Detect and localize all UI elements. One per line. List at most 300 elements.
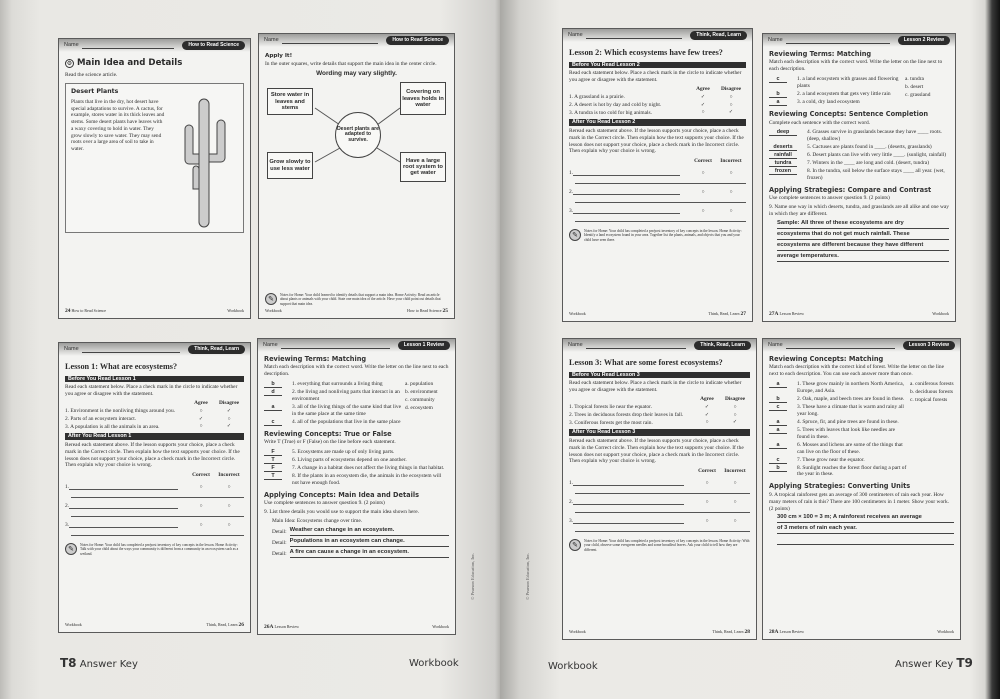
detail-answer: Populations in an ecosystem can change. xyxy=(290,538,449,547)
detail-label: Detail: xyxy=(272,551,287,558)
spacer xyxy=(789,91,797,98)
page-number: 28 xyxy=(744,628,750,635)
question-text: 4. all of the populations that live in the same place xyxy=(292,418,401,425)
correct-label: Correct xyxy=(694,158,712,165)
empty-circle-icon: ○ xyxy=(199,484,203,490)
section-heading: Applying Strategies: Compare and Contrast xyxy=(769,186,932,195)
main-idea-circle: Desert plants are adapted to survive. xyxy=(335,112,381,158)
question-item xyxy=(769,419,908,426)
empty-circle-icon: ○ xyxy=(701,110,705,116)
name-line xyxy=(786,43,890,44)
answer-blank: c xyxy=(769,457,787,464)
question-item xyxy=(769,129,949,143)
question-item xyxy=(264,457,449,464)
page-number: 28A xyxy=(769,628,779,635)
page-label-t8: T8 xyxy=(60,656,77,670)
answer-line xyxy=(569,480,694,487)
detail-box-2: Covering on leaves holds in water xyxy=(400,82,446,115)
name-line xyxy=(586,348,687,349)
question-item xyxy=(264,419,403,426)
footer-workbook: Workbook xyxy=(265,307,282,313)
incorrect-label: Incorrect xyxy=(724,468,746,475)
instruction: Read the science article. xyxy=(65,72,118,78)
question-item xyxy=(264,473,449,487)
page-number: 27 xyxy=(740,310,746,317)
lesson-title: Lesson 2: Which ecosystems have few trees? xyxy=(569,48,723,57)
detail-box-3: Grow slowly to use less water xyxy=(267,152,313,179)
page-title-text: Main Idea and Details xyxy=(77,58,183,68)
page-header xyxy=(59,39,250,52)
statement-text: 1. A grassland is a prairie. xyxy=(569,94,625,101)
blank-line xyxy=(573,518,684,524)
blank-line xyxy=(71,529,244,536)
question-item xyxy=(769,396,908,403)
answer-blank: F xyxy=(264,465,282,472)
answer-line xyxy=(65,503,188,510)
empty-circle-icon: ○ xyxy=(199,522,203,528)
answer-row xyxy=(569,518,750,525)
check-mark-icon: ✓ xyxy=(728,110,734,116)
footer-text: How to Read Science xyxy=(71,307,107,313)
name-label: Name xyxy=(64,41,79,48)
question-item xyxy=(264,449,449,456)
worksheet-page-27a xyxy=(762,33,956,322)
before-reading-bar: Before You Read Lesson 2 xyxy=(569,62,746,69)
section-instructions: Match each description with the correct kind of forest. Write the letter on the line next to each description. You can use each answer more than once. xyxy=(769,364,944,378)
question-text: 1. a land ecosystem with grasses and flowering plants xyxy=(797,76,899,90)
detail-row xyxy=(272,527,449,536)
wording-note: Wording may vary slightly. xyxy=(316,70,397,78)
footer-workbook: Workbook xyxy=(932,310,949,316)
answer-option: a. tundra xyxy=(905,76,924,83)
statement-row xyxy=(569,94,746,101)
section-badge: Lesson 3 Review xyxy=(903,341,955,349)
skill-icon: ⚙ xyxy=(66,60,73,67)
answer-blank: rainfall xyxy=(769,152,797,159)
after-reading-bar: After You Read Lesson 3 xyxy=(569,429,750,436)
article-title: Desert Plants xyxy=(71,87,119,95)
blank-line xyxy=(573,499,684,505)
disagree-label: Disagree xyxy=(721,86,741,93)
notes-icon: ✎ xyxy=(569,539,581,551)
answer-blank: frozen xyxy=(769,168,797,175)
agree-label: Agree xyxy=(194,400,208,407)
name-line xyxy=(786,348,895,349)
page-header xyxy=(563,339,756,352)
blank-line xyxy=(71,491,244,498)
notes-text: Notes for Home: Your child has completed a pre/post inventory of key concepts in the lesson. Home Activity: Talk with your child about the ways your community is different from a community in an ecosystem such as a wetland. xyxy=(80,543,239,556)
answer-option: c. community xyxy=(405,397,435,404)
statement-row xyxy=(569,110,746,117)
written-answer-line xyxy=(777,536,954,545)
question-item xyxy=(769,168,949,182)
items-column xyxy=(264,448,449,488)
copyright-right: © Pearson Education, Inc. xyxy=(525,552,530,600)
page-header xyxy=(563,29,752,42)
written-answer-line: 300 cm × 100 = 3 m; A rainforest receives an average xyxy=(777,514,954,523)
answer-key-label: Answer Key xyxy=(895,659,954,670)
page-header xyxy=(59,343,250,356)
spacer xyxy=(789,381,797,395)
before-reading-bar: Before You Read Lesson 3 xyxy=(569,372,750,379)
footer-text: Think, Read, Learn xyxy=(708,310,740,316)
agree-disagree-header xyxy=(65,400,244,407)
section-badge: Think, Read, Learn xyxy=(690,31,747,39)
blank-line xyxy=(573,189,680,195)
question-text: 3. a cold, dry land ecosystem xyxy=(797,99,860,106)
notes-for-home xyxy=(569,539,750,552)
name-line xyxy=(82,48,175,49)
worksheet-page-26a xyxy=(257,338,456,635)
empty-circle-icon: ○ xyxy=(227,503,231,509)
page-footer xyxy=(264,624,449,631)
question-text: 2. the living and nonliving parts that interact in an environment xyxy=(292,389,400,403)
empty-circle-icon: ○ xyxy=(729,170,733,176)
correct-incorrect-header xyxy=(569,158,746,165)
correct-incorrect-header xyxy=(65,472,244,479)
lesson-title: Lesson 1: What are ecosystems? xyxy=(65,362,178,371)
answer-number: 3. xyxy=(569,518,574,525)
name-line xyxy=(82,352,181,353)
check-mark-icon: ✓ xyxy=(226,408,232,414)
options-column xyxy=(910,380,954,479)
answer-line xyxy=(569,499,694,506)
spacer xyxy=(284,449,292,456)
answer-row xyxy=(569,480,750,487)
statement-text: 1. Environment is the nonliving things around you. xyxy=(65,408,176,415)
instructions: Read each statement below. Place a check mark in the circle to indicate whether you agree or disagree with the statement. xyxy=(569,70,742,84)
main-idea: Main Idea: Ecosystems change over time. xyxy=(272,518,363,525)
answer-row xyxy=(65,522,244,529)
apply-heading: Apply It! xyxy=(265,53,293,59)
question-text: 1. These grow mainly in northern North America, Europe, and Asia. xyxy=(797,381,904,395)
section-heading: Reviewing Concepts: True or False xyxy=(264,429,392,438)
question-item xyxy=(769,442,908,456)
correct-label: Correct xyxy=(192,472,210,479)
question-text: 6. Desert plants can live with very little ____. (sunlight, rainfall) xyxy=(807,152,947,159)
footer-text: Think, Read, Learn xyxy=(206,621,238,627)
answer-blank: a xyxy=(264,404,282,411)
spacer xyxy=(284,389,292,403)
before-reading-bar: Before You Read Lesson 1 xyxy=(65,376,244,383)
question-text: 9. List three details you would use to support the main idea shown here. xyxy=(264,509,419,516)
footer-workbook: Workbook xyxy=(569,628,586,634)
answer-line xyxy=(569,189,690,196)
spacer xyxy=(789,442,797,456)
spacer xyxy=(789,99,797,106)
main-idea-web xyxy=(265,80,448,200)
disagree-label: Disagree xyxy=(219,400,239,407)
incorrect-label: Incorrect xyxy=(720,158,742,165)
answer-blank: a xyxy=(769,99,787,106)
spacer xyxy=(789,457,797,464)
blank-line xyxy=(573,208,680,214)
answer-number: 3. xyxy=(65,522,70,529)
page-footer xyxy=(769,311,949,318)
empty-circle-icon: ○ xyxy=(227,522,231,528)
section-badge: Lesson 1 Review xyxy=(398,341,450,349)
question-text: 8. Sunlight reaches the forest floor during a part of the year in these. xyxy=(797,464,907,478)
agree-label: Agree xyxy=(696,86,710,93)
worksheet-page-27 xyxy=(562,28,753,322)
lesson-title: Lesson 3: What are some forest ecosystems? xyxy=(569,358,723,367)
question-text: 2. Oak, maple, and beech trees are found in these. xyxy=(797,396,905,403)
blank-line xyxy=(69,522,178,528)
empty-circle-icon: ○ xyxy=(733,404,737,410)
worksheet-page-28 xyxy=(562,338,757,640)
page-title xyxy=(65,58,244,69)
footer-right xyxy=(708,311,746,318)
notes-for-home xyxy=(65,543,244,556)
footer-text: Think, Read, Learn xyxy=(712,628,744,634)
empty-circle-icon: ○ xyxy=(733,499,737,505)
check-mark-icon: ✓ xyxy=(704,412,710,418)
name-label: Name xyxy=(568,31,583,38)
question-item xyxy=(769,404,908,418)
footer-text: Lesson Review xyxy=(779,628,805,634)
footer-workbook: Workbook xyxy=(432,623,449,629)
statement-row xyxy=(65,408,244,415)
check-mark-icon: ✓ xyxy=(700,94,706,100)
answer-blank: c xyxy=(264,419,282,426)
answer-number: 2. xyxy=(569,189,574,196)
agree-disagree-header xyxy=(569,86,746,93)
question-text: 5. Ecosystems are made up of only living parts. xyxy=(292,449,395,456)
question-text: 6. Living parts of ecosystems depend on one another. xyxy=(292,457,407,464)
section-instructions: Complete each sentence with the correct word. xyxy=(769,119,871,126)
empty-circle-icon: ○ xyxy=(701,170,705,176)
answer-blank: deep xyxy=(769,129,797,136)
detail-row xyxy=(272,549,449,558)
section-badge: How to Read Science xyxy=(386,36,449,44)
detail-answer: A fire can cause a change in an ecosystem. xyxy=(290,549,449,558)
matching-block xyxy=(264,448,449,488)
answer-blank: a xyxy=(769,381,787,388)
question-text: 5. Trees with leaves that look like needles are found in these. xyxy=(797,426,896,440)
section-badge: Lesson 2 Review xyxy=(898,36,950,44)
question-text: 6. Mosses and lichens are some of the things that can live on the floor of these. xyxy=(797,441,903,455)
blank-line xyxy=(575,506,750,513)
answer-line xyxy=(569,518,694,525)
answer-blank: F xyxy=(264,449,282,456)
answer-line xyxy=(65,522,188,529)
empty-circle-icon: ○ xyxy=(729,94,733,100)
name-line xyxy=(586,38,683,39)
empty-circle-icon: ○ xyxy=(199,503,203,509)
statement-text: 1. Tropical forests lie near the equator. xyxy=(569,404,652,411)
written-answer-line: ecosystems that do not get much rainfall. These xyxy=(777,231,949,240)
footer-right xyxy=(712,629,750,636)
items-column xyxy=(769,128,949,183)
question-text: 1. everything that surrounds a living thing xyxy=(292,381,383,388)
instructions: Reread each statement above. If the lesson supports your choice, place a check mark in the Correct circle. Then explain how the text supports your choice. If the lesson does not support your choice, place a check mark in the Incorrect circle. Then explain why your choice is wrong. xyxy=(65,441,240,469)
name-line xyxy=(281,348,390,349)
answer-blank: deserts xyxy=(769,144,797,151)
page-footer xyxy=(569,629,750,636)
footer-workbook: Workbook xyxy=(65,621,82,627)
after-reading-bar: After You Read Lesson 2 xyxy=(569,119,746,126)
page-number: 25 xyxy=(442,307,448,314)
question-text: 8. In the tundra, soil below the surface stays ____ all year. (wet, frozen) xyxy=(807,168,945,182)
statement-text: 3. A population is all the animals in an area. xyxy=(65,423,160,430)
instruction: In the outer squares, write details that support the main idea in the center circle. xyxy=(265,61,437,68)
answer-blank: a xyxy=(769,419,787,426)
page-footer xyxy=(65,622,244,629)
empty-circle-icon: ○ xyxy=(701,189,705,195)
question-item xyxy=(769,465,908,479)
section-badge: How to Read Science xyxy=(182,41,245,49)
spacer xyxy=(799,144,807,151)
question-text: 3. all of the living things of the same kind that live in the same place at the same time xyxy=(292,404,401,417)
section-badge: Think, Read, Learn xyxy=(694,341,751,349)
spacer xyxy=(789,76,797,90)
check-mark-icon: ✓ xyxy=(704,404,710,410)
page-header xyxy=(259,34,454,47)
worksheet-page-24 xyxy=(58,38,251,319)
name-label: Name xyxy=(768,36,783,43)
correct-label: Correct xyxy=(698,468,716,475)
check-mark-icon: ✓ xyxy=(198,416,204,422)
blank-line xyxy=(71,510,244,517)
disagree-label: Disagree xyxy=(725,396,745,403)
answer-number: 1. xyxy=(65,484,70,491)
answer-row xyxy=(569,208,746,215)
spacer xyxy=(799,160,807,167)
blank-line xyxy=(69,484,178,490)
answer-blank: b xyxy=(769,91,787,98)
worksheet-page-25 xyxy=(258,33,455,319)
question-item xyxy=(264,404,403,418)
empty-circle-icon: ○ xyxy=(729,208,733,214)
blank-line xyxy=(575,215,746,222)
after-reading-bar: After You Read Lesson 1 xyxy=(65,433,244,440)
statement-text: 2. A desert is hot by day and cold by night. xyxy=(569,102,662,109)
empty-circle-icon: ○ xyxy=(729,189,733,195)
question-text: 3. These have a climate that is warm and rainy all year long. xyxy=(797,404,904,417)
statement-text: 2. Parts of an ecosystem interact. xyxy=(65,416,137,423)
spacer xyxy=(284,473,292,487)
spacer xyxy=(284,404,292,418)
page-footer xyxy=(569,311,746,318)
instructions: Reread each statement above. If the lesson supports your choice, place a check mark in the Correct circle. Then explain how the text supports your choice. If the lesson does not support your choice, place a check mark in the Incorrect circle. Then explain why your choice is wrong. xyxy=(569,437,744,465)
empty-circle-icon: ○ xyxy=(199,424,203,430)
question-text: 8. If the plants in an ecosystem die, the animals in the ecosystem will not have enough food. xyxy=(292,473,442,487)
matching-block xyxy=(769,380,954,479)
footer-text: How to Read Science xyxy=(406,307,442,313)
empty-circle-icon: ○ xyxy=(705,518,709,524)
right-page-footer xyxy=(895,656,973,670)
detail-answer: Weather can change in an ecosystem. xyxy=(290,527,449,536)
notes-text: Notes for Home: Your child has completed a pre/post inventory of key concepts in the lesson. Home Activity: Identify a land ecosystem found in your area. Together list the plants, animals, and objects that you and your child have seen there. xyxy=(584,229,742,242)
question-item xyxy=(769,99,903,106)
items-column xyxy=(769,75,903,107)
footer-workbook: Workbook xyxy=(227,307,244,313)
statement-row xyxy=(569,404,750,411)
page-footer xyxy=(769,629,954,636)
correct-incorrect-header xyxy=(569,468,750,475)
section-heading: Reviewing Terms: Matching xyxy=(769,50,872,58)
answer-blank: b xyxy=(769,465,787,472)
spacer xyxy=(569,468,694,475)
section-instructions: Match each description with the correct word. Write the letter on the line next to each description. xyxy=(769,59,943,73)
empty-circle-icon: ○ xyxy=(733,412,737,418)
empty-circle-icon: ○ xyxy=(733,518,737,524)
notes-for-home xyxy=(265,293,448,306)
question-item xyxy=(264,465,449,472)
notes-icon: ✎ xyxy=(569,229,581,241)
answer-option: b. desert xyxy=(905,84,924,91)
question-text: 9. Name one way in which deserts, tundra, and grasslands are all alike and one way in which they are different. xyxy=(769,204,949,218)
question-item xyxy=(769,381,908,395)
written-answer-line: of 3 meters of rain each year. xyxy=(777,525,954,534)
answer-row xyxy=(65,484,244,491)
worksheet-page-28a xyxy=(762,338,961,640)
answer-blank: tundra xyxy=(769,160,797,167)
instructions: Read each statement below. Place a check mark in the circle to indicate whether you agree or disagree with the statement. xyxy=(65,384,238,398)
answer-row xyxy=(569,499,750,506)
spacer xyxy=(799,152,807,159)
left-workbook-label: Workbook xyxy=(409,658,459,669)
empty-circle-icon: ○ xyxy=(705,420,709,426)
spacer xyxy=(284,419,292,426)
page-number: 27A xyxy=(769,310,779,317)
spacer xyxy=(789,419,797,426)
empty-circle-icon: ○ xyxy=(705,480,709,486)
spacer xyxy=(284,457,292,464)
statement-row xyxy=(65,424,244,431)
spacer xyxy=(799,168,807,182)
blank-line xyxy=(575,487,750,494)
answer-row xyxy=(65,503,244,510)
question-text: 9. A tropical rainforest gets an average of 300 centimeters of rain each year. How many meters of rain is this? There are 100 centimeters in 1 meter. Show your work. (2 points) xyxy=(769,491,949,512)
footer-workbook: Workbook xyxy=(569,310,586,316)
question-item xyxy=(769,91,903,98)
answer-number: 1. xyxy=(569,480,574,487)
written-answer-line: average temperatures. xyxy=(777,253,949,262)
section-heading: Reviewing Concepts: Matching xyxy=(769,355,884,363)
cactus-illustration xyxy=(179,94,229,229)
page-number: 24 xyxy=(65,307,71,314)
section-instructions: Use complete sentences to answer question 9. (2 points) xyxy=(769,195,890,202)
detail-label: Detail: xyxy=(272,529,287,536)
question-text: 5. Cactuses are plants found in ____. (deserts, grasslands) xyxy=(807,144,932,151)
notes-icon: ✎ xyxy=(65,543,77,555)
answer-blank: c xyxy=(769,76,787,83)
notes-for-home xyxy=(569,229,746,242)
agree-label: Agree xyxy=(700,396,714,403)
spacer xyxy=(284,381,292,388)
matching-block xyxy=(264,380,449,427)
blank-line xyxy=(573,480,684,486)
answer-blank: a xyxy=(769,442,787,449)
statement-text: 3. Coniferous forests get the most rain. xyxy=(569,419,653,426)
page-header xyxy=(763,34,955,47)
footer-left xyxy=(769,629,804,636)
items-column xyxy=(769,380,908,479)
footer-workbook: Workbook xyxy=(937,628,954,634)
answer-line xyxy=(569,170,690,177)
spacer xyxy=(789,396,797,403)
page-header xyxy=(763,339,960,352)
section-instructions: Use complete sentences to answer question 9. (2 points) xyxy=(264,500,385,507)
detail-label: Detail: xyxy=(272,540,287,547)
answer-blank: T xyxy=(264,457,282,464)
statement-text: 3. A tundra is too cold for big animals. xyxy=(569,109,652,116)
answer-number: 2. xyxy=(569,499,574,506)
empty-circle-icon: ○ xyxy=(227,484,231,490)
options-column xyxy=(905,75,949,107)
incorrect-label: Incorrect xyxy=(218,472,240,479)
